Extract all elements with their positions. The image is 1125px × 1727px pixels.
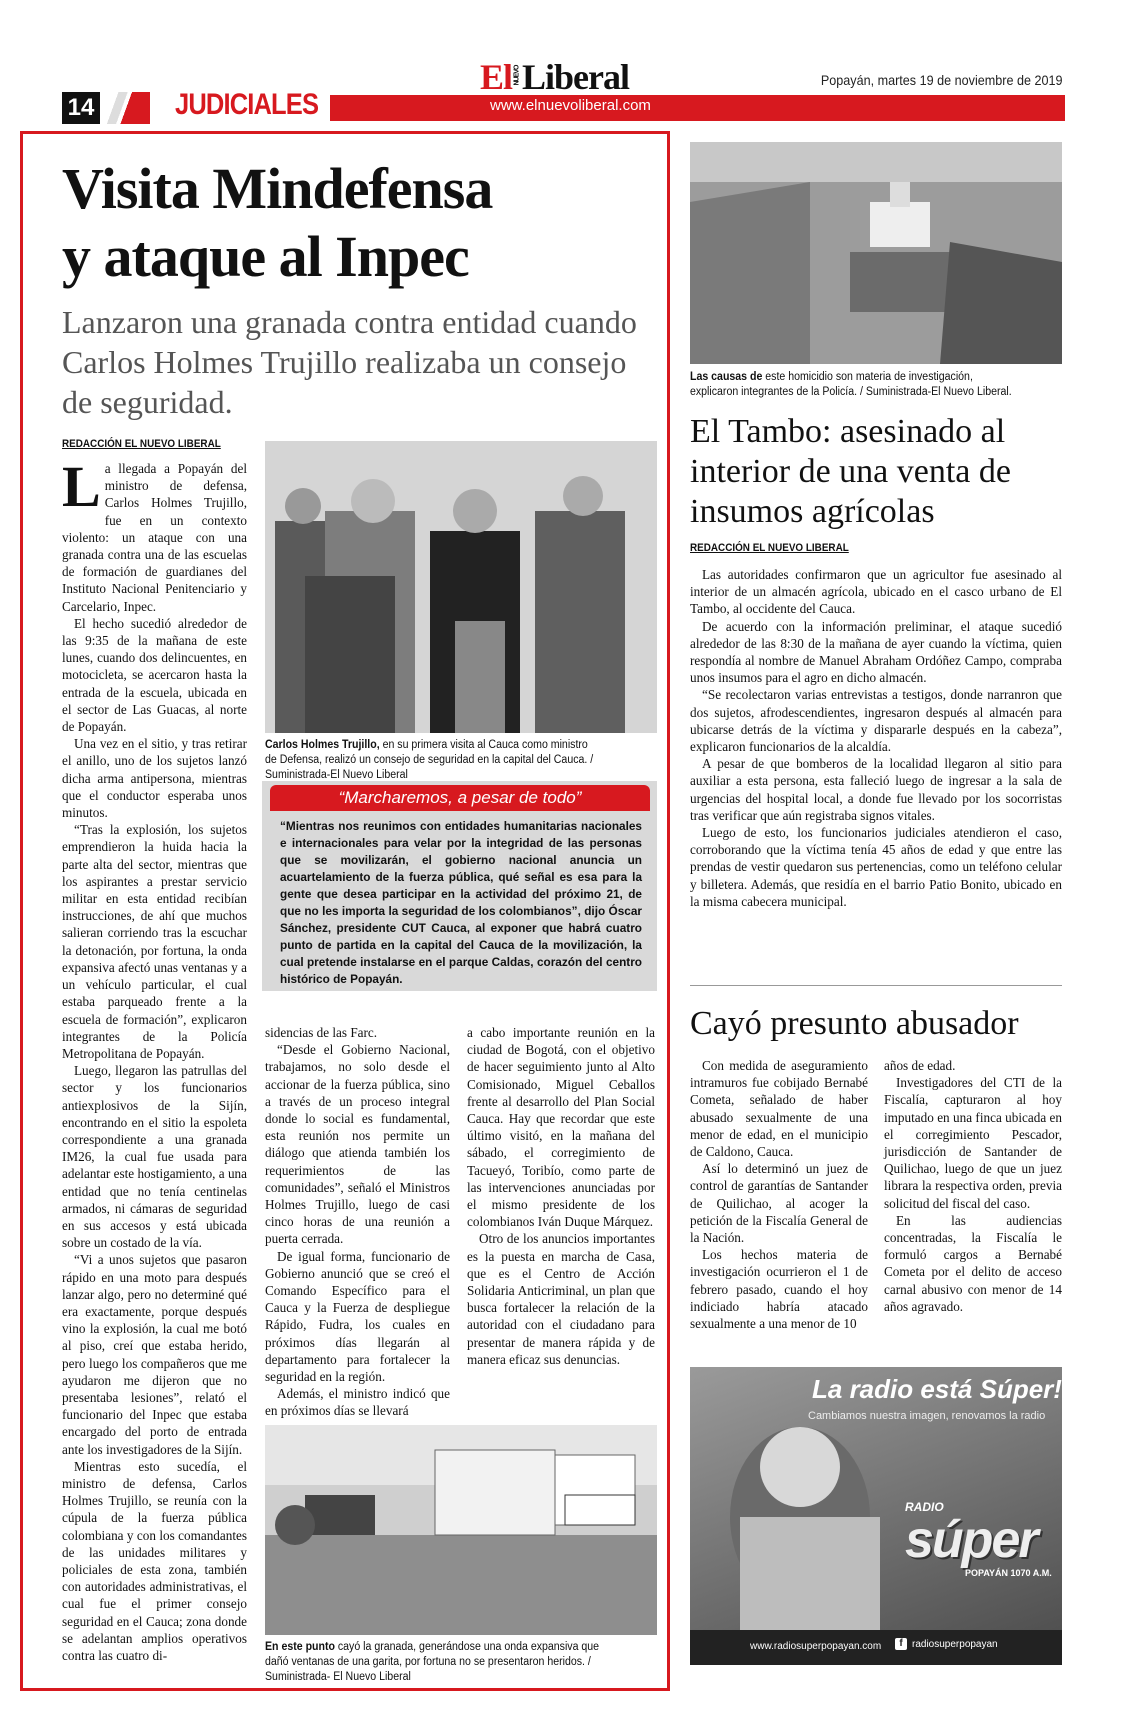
paragraph: Una vez en el sitio, y tras retirar el anillo, uno de los sujetos lanzó dicha arma antipersona, mientras que el conductor esperaba unos minutos. xyxy=(62,736,247,821)
ad-website-link[interactable]: www.radiosuperpopayan.com xyxy=(750,1641,882,1652)
paragraph: Mientras esto sucedía, el ministro de defensa, Carlos Holmes Trujillo, se reunía con la cúpula de la fuerza pública colombiana y con los comandantes de las unidades militares y policiales de esta zona, también con autoridades administrativas, el cual fue el primer consejo seguridad en el Cauca; zona donde se adelantan amplios operativos contra las cuatro di- xyxy=(62,1458,247,1664)
caption-text: en su primera visita al Cauca como ministro de Defensa, realizó un consejo de seguridad en la capital del Cauca. / Suministrada-El Nuevo Liberal xyxy=(265,739,594,781)
paragraph: Las autoridades confirmaron que un agricultor fue asesinado al interior de un almacén agrícola, ubicado en el casco urbano de El Tambo, al occidente del Cauca. xyxy=(690,567,1062,617)
photo-caption-tambo xyxy=(690,370,1012,400)
abusador-headline: Cayó presunto abusador xyxy=(690,1005,1019,1042)
paragraph: “Desde el Gobierno Nacional, trabajamos, no solo desde el accionar de la fuerza pública, sino a través de un proceso integral donde lo social es fundamental, esta reunión nos permite un diálogo que atienda también los requerimientos de las comunidades”, señaló el Ministros Holmes Trujillo, luego de casi cinco horas de una reunión a puerta cerrada. xyxy=(265,1042,450,1247)
paragraph: sidencias de las Farc. xyxy=(265,1025,378,1040)
ad-headline: La radio está Súper! xyxy=(812,1374,1062,1404)
logo-liberal: Liberal xyxy=(522,57,630,97)
byline: REDACCIÓN EL NUEVO LIBERAL xyxy=(62,438,221,450)
article-column-3 xyxy=(467,1024,655,1368)
paragraph: Con medida de aseguramiento intramuros fue cobijado Bernabé Cometa, señalado de haber abusado sexualmente de una menor de edad, en el municipio de Caldono, Cauca. xyxy=(690,1058,868,1160)
paragraph: De acuerdo con la información preliminar, el ataque sucedió alrededor de las 8:30 de la mañana de ayer cuando la víctima, quien respondía al nombre de Manuel Abraham Ordóñez Campo, compraba unos insumos para el agro en dicho almacén. xyxy=(690,618,1062,686)
abusador-column-1 xyxy=(690,1057,868,1332)
ad-brand-radio: RADIO xyxy=(905,1500,944,1514)
subheadline: Lanzaron una granada contra entidad cuando Carlos Holmes Trujillo realizaba un consejo de seguridad. xyxy=(62,304,637,420)
el-tambo-aerial-illustration xyxy=(690,142,1062,364)
paragraph: Otro de los anuncios importantes es la puesta en marcha de Casa, que es el Centro de Acción Solidaria Anticriminal, un plan que busca fortalecer la relación de la autoridad con el ciudadano para presentar de manera rápida y de manera eficaz sus denuncias. xyxy=(467,1231,655,1367)
article-column-1 xyxy=(62,460,247,1685)
facebook-icon: f xyxy=(895,1638,907,1650)
photo-caption xyxy=(265,738,601,783)
paragraph: De igual forma, funcionario de Gobierno anunció que se creó el Comando Específico para el Cauca y la Fuerza de despliegue Rápido, Fudra, los cuales en próximos días llegarán al departamento para fortalecer la seguridad en la región. xyxy=(265,1248,450,1385)
el-tambo-aerial-photo xyxy=(690,142,1062,364)
article-column-2 xyxy=(265,1024,450,1420)
minister-photo-illustration xyxy=(265,441,657,733)
logo-nuevo: NUEVO xyxy=(513,65,521,86)
quote-box-text: “Mientras nos reunimos con entidades humanitarias nacionales e internacionales para velar por la integridad de las personas que se movilizarán, el gobierno nacional anuncia un acuartelamiento de la fuerza pública, qué señal es esa para la gente que desea participar en la actividad del próximo 21, de que no les importa la seguridad de los colombianos”, dijo Óscar Sánchez, presidente CUT Cauca, al exponer que habrá cuatro punto de partida en la capital del Cauca de la movilización, la cual pretende instalarse en el parque Caldas, corazón del centro histórico de Popayán. xyxy=(280,819,642,986)
ad-frequency: POPAYÁN 1070 A.M. xyxy=(965,1568,1052,1578)
inpec-entrance-illustration xyxy=(265,1425,657,1635)
caption-lead: Carlos Holmes Trujillo, xyxy=(265,739,380,751)
newspaper-logo xyxy=(480,56,629,98)
paragraph: Luego de esto, los funcionarios judiciales atendieron el caso, corroborando que la víctima tenía 45 años de edad y que entre las prendas de vestir quedaron sus pertenencias, como un teléfono celular y billetera. Además, que residía en el barrio Patio Bonito, ubicado en la misma cabecera municipal. xyxy=(690,825,1062,909)
minister-photo xyxy=(265,441,657,733)
website-link[interactable]: www.elnuevoliberal.com xyxy=(490,97,651,114)
section-title: JUDICIALES xyxy=(175,88,319,121)
headline xyxy=(62,155,662,291)
el-tambo-byline: REDACCIÓN EL NUEVO LIBERAL xyxy=(690,542,849,554)
photo-caption-2 xyxy=(265,1640,605,1685)
caption-text: cayó la granada, generándose una onda expansiva que dañó ventanas de una garita, por fortuna no se presentaron heridos. / Suministrada- El Nuevo Liberal xyxy=(265,1641,600,1683)
page-number: 14 xyxy=(62,92,100,124)
ad-facebook-link[interactable]: radiosuperpopayan xyxy=(912,1639,998,1650)
paragraph: Los hechos materia de investigación ocurrieron el 1 de febrero pasado, cuando el hoy indiciado habría atacado sexualmente a una menor de 10 xyxy=(690,1247,868,1332)
issue-date: Popayán, martes 19 de noviembre de 2019 xyxy=(821,72,1063,88)
paragraph: Además, el ministro indicó que en próximos días se llevará xyxy=(265,1386,450,1419)
paragraph: Así lo determinó un juez de control de garantías de Santander de Quilichao, al acoger la petición de la Fiscalía General de la Nación. xyxy=(690,1161,868,1246)
paragraph: “Se recolectaron varias entrevistas a testigos, donde narranron que dos sujetos, afrodescendientes, ingresaron después al almacén para ubicarse detrás de la víctima y dispararle después en la cabeza”, explicaron funcionarios de la alcaldía. xyxy=(690,687,1062,755)
paragraph: a llegada a Popayán del ministro de defensa, Carlos Holmes Trujillo, fue en un contexto violento: un ataque con una granada contra una de las escuelas de formación de guardianes del Instituto Nacional Penitenciario y Carcelario, Inpec. xyxy=(62,461,247,614)
el-tambo-headline: El Tambo: asesinado al interior de una venta de insumos agrícolas xyxy=(690,413,1011,530)
abusador-column-2 xyxy=(884,1057,1062,1315)
paragraph: Investigadores del CTI de la Fiscalía, capturaron al hoy imputado en una finca ubicada en el corregimiento Pescador, jurisdicción de Santander de Quilichao, luego de que un juez librara la respectiva orden, previa solicitud del fiscal del caso. xyxy=(884,1075,1062,1211)
paragraph: años de edad. xyxy=(884,1058,956,1073)
headline-line2: y ataque al Inpec xyxy=(62,224,469,289)
caption-lead: En este punto xyxy=(265,1641,335,1653)
ad-brand-logo: súper xyxy=(905,1511,1037,1569)
section-divider xyxy=(690,985,1062,986)
header-bar xyxy=(330,95,1065,121)
logo-el: El xyxy=(480,57,513,97)
el-tambo-article xyxy=(690,566,1062,910)
caption-text: este homicidio son materia de investigación, explicaron integrantes de la Policía. / Suministrada-El Nuevo Liberal. xyxy=(690,371,1012,398)
paragraph: Luego, llegaron las patrullas del sector y los funcionarios antiexplosivos de la Sijín, encontrando en el sitio la espoleta correspondiente a una granada IM26, la cual fue usada para adelantar este hostigamiento, a una entidad que no tenía centinelas armados, ni cámaras de seguridad en sus accesos y está ubicada sobre un costado de la vía. xyxy=(62,1063,247,1251)
section-decoration xyxy=(100,92,150,124)
paragraph: “Vi a unos sujetos que pasaron rápido en una moto para después lanzar algo, pero no determiné qué era exactamente, porque después vino la explosión, la cual me botó al piso, creí que estaba herido, pero luego los compañeros que me ayudaron me dijeron que no presentaba lesiones”, relató el funcionario del Inpec que estaba encargado del porto de entrada ante los investigadores de la Sijín. xyxy=(62,1252,247,1457)
inpec-entrance-photo xyxy=(265,1425,657,1635)
paragraph: El hecho sucedió alrededor de las 9:35 de la mañana de este lunes, cuando dos delincuentes, en motocicleta, se acercaron hasta la entrada de la escuela, ubicada en el sector de Las Guacas, al norte de Popayán. xyxy=(62,615,247,735)
caption-lead: Las causas de xyxy=(690,371,763,383)
headline-line1: Visita Mindefensa xyxy=(62,156,493,221)
paragraph: A pesar de que bomberos de la localidad llegaron al sitio para auxiliar a esta persona, esta falleció luego de ingresar a la sala de urgencias del hospital local, a donde fue llevado por los socorristas tras verificar que aún registraba signos vitales. xyxy=(690,756,1062,823)
quote-box-title: “Marcharemos, a pesar de todo” xyxy=(270,785,650,811)
paragraph: En las audiencias concentradas, la Fiscalía le formuló cargos a Bernabé Cometa por el delito de acceso carnal abusivo con menor de 14 años agravado. xyxy=(884,1212,1062,1314)
paragraph: a cabo importante reunión en la ciudad de Bogotá, con el objetivo de hacer seguimiento junto al Alto Comisionado, Miguel Ceballos frente al desarrollo del Plan Social Cauca. Hay que recordar que este último visitó, en la mañana del sábado, el corregimiento de Tacueyó, Toribío, como parte de las intervenciones anunciadas por el mismo presidente de los colombianos Iván Duque Márquez. xyxy=(467,1025,655,1230)
drop-cap: L xyxy=(62,460,101,519)
ad-subtitle: Cambiamos nuestra imagen, renovamos la radio xyxy=(808,1410,1046,1422)
paragraph: “Tras la explosión, los sujetos emprendieron la huida hacia la parte alta del sector, mientras que los aspirantes a prestar servicio militar en esta entidad recibían instrucciones, de ahí que muchos salieran corriendo tras la escuchar la detonación, por fortuna, la onda expansiva afectó unas ventanas y a un vehículo particular, el cual estaba parqueado frente a la escuela de formación”, explicaron integrantes de la Policía Metropolitana de Popayán. xyxy=(62,822,247,1061)
